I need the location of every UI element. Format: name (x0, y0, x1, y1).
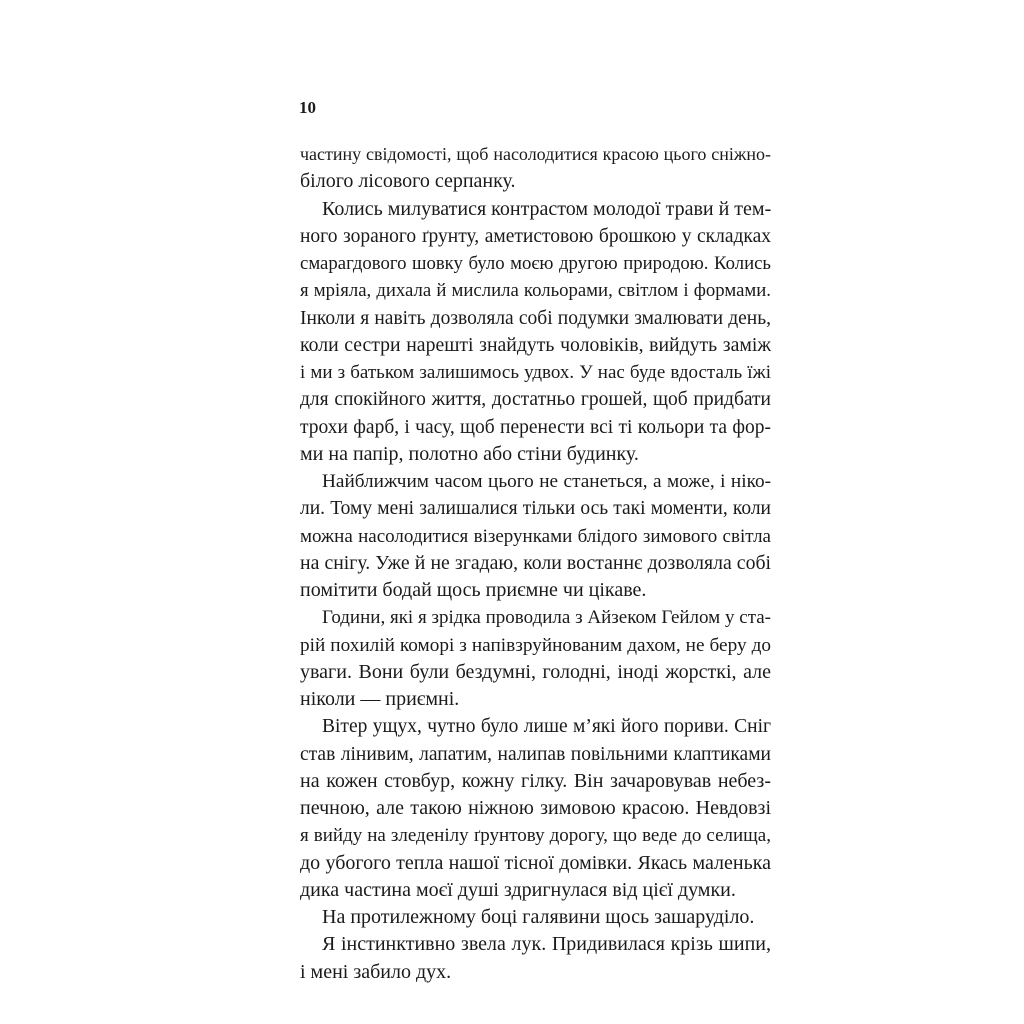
text-line: до убогого тепла нашої тісної домівки. Якась маленька (300, 851, 771, 874)
text-line: рій похилій коморі з напівзруйнованим дахом, не беру до (300, 634, 771, 656)
text-line: і ми з батьком залишимось удвох. У нас буде вдосталь їжі (300, 362, 771, 383)
body-text (300, 141, 771, 986)
text-line: Інколи я навіть дозволяла собі подумки змалювати день, (300, 307, 771, 329)
text-line: трохи фарб, і часу, щоб перенести всі ті кольори та фор- (300, 416, 771, 438)
text-line: печною, але такою ніжною зимовою красою. Невдовзі (300, 797, 771, 819)
text-line: на кожен стовбур, кожну гілку. Він зачаровував небез- (300, 769, 771, 792)
text-line: ного зораного ґрунту, аметистовою брошкою у складках (300, 225, 771, 247)
text-line: білого лісового серпанку. (300, 170, 516, 193)
text-line: Вітер ущух, чутно було лише м’які його пориви. Сніг (322, 716, 771, 738)
text-line: ми на папір, полотно або стіни будинку. (300, 442, 639, 465)
text-line: став лінивим, лапатим, налипав повільними клаптиками (300, 743, 771, 765)
text-line: Найближчим часом цього не станеться, а може, і ніко- (322, 471, 771, 492)
text-line: і мені забило дух. (300, 960, 452, 983)
text-line: на снігу. Уже й не згадаю, коли востаннє дозволяла собі (300, 551, 771, 574)
text-line: частину свідомості, щоб насолодитися красою цього сніжно- (300, 144, 771, 164)
text-line: уваги. Вони були бездумні, голодні, іноді жорсткі, але (300, 660, 771, 683)
text-line: ніколи — приємні. (300, 688, 460, 710)
text-line: можна насолодитися візерунками блідого зимового світла (300, 525, 771, 547)
text-line: Колись милуватися контрастом молодої трави й тем- (322, 197, 772, 220)
text-line: коли сестри нарешті знайдуть чоловіків, вийдуть заміж (300, 333, 771, 356)
text-line: Я інстинктивно звела лук. Придивилася крізь шипи, (322, 933, 771, 956)
text-line: помітити бодай щось приємне чи цікаве. (300, 579, 647, 601)
text-line: я вийду на зледенілу ґрунтову дорогу, що веде до селища, (300, 825, 771, 847)
text-line: для спокійного життя, достатньо грошей, щоб придбати (300, 389, 771, 411)
text-line: я мріяла, дихала й мислила кольорами, світлом і формами. (300, 280, 771, 302)
text-line: смарагдового шовку було моєю другою природою. Колись (300, 253, 771, 274)
text-line: Години, які я зрідка проводила з Айзеком Гейлом у ста- (322, 607, 771, 629)
text-line: ли. Тому мені залишалися тільки ось такі моменти, коли (300, 498, 771, 520)
text-line: дика частина моєї душі здригнулася від цієї думки. (300, 878, 736, 901)
page-number: 10 (299, 98, 316, 117)
text-line: На протилежному боці галявини щось зашаруділо. (322, 906, 755, 928)
